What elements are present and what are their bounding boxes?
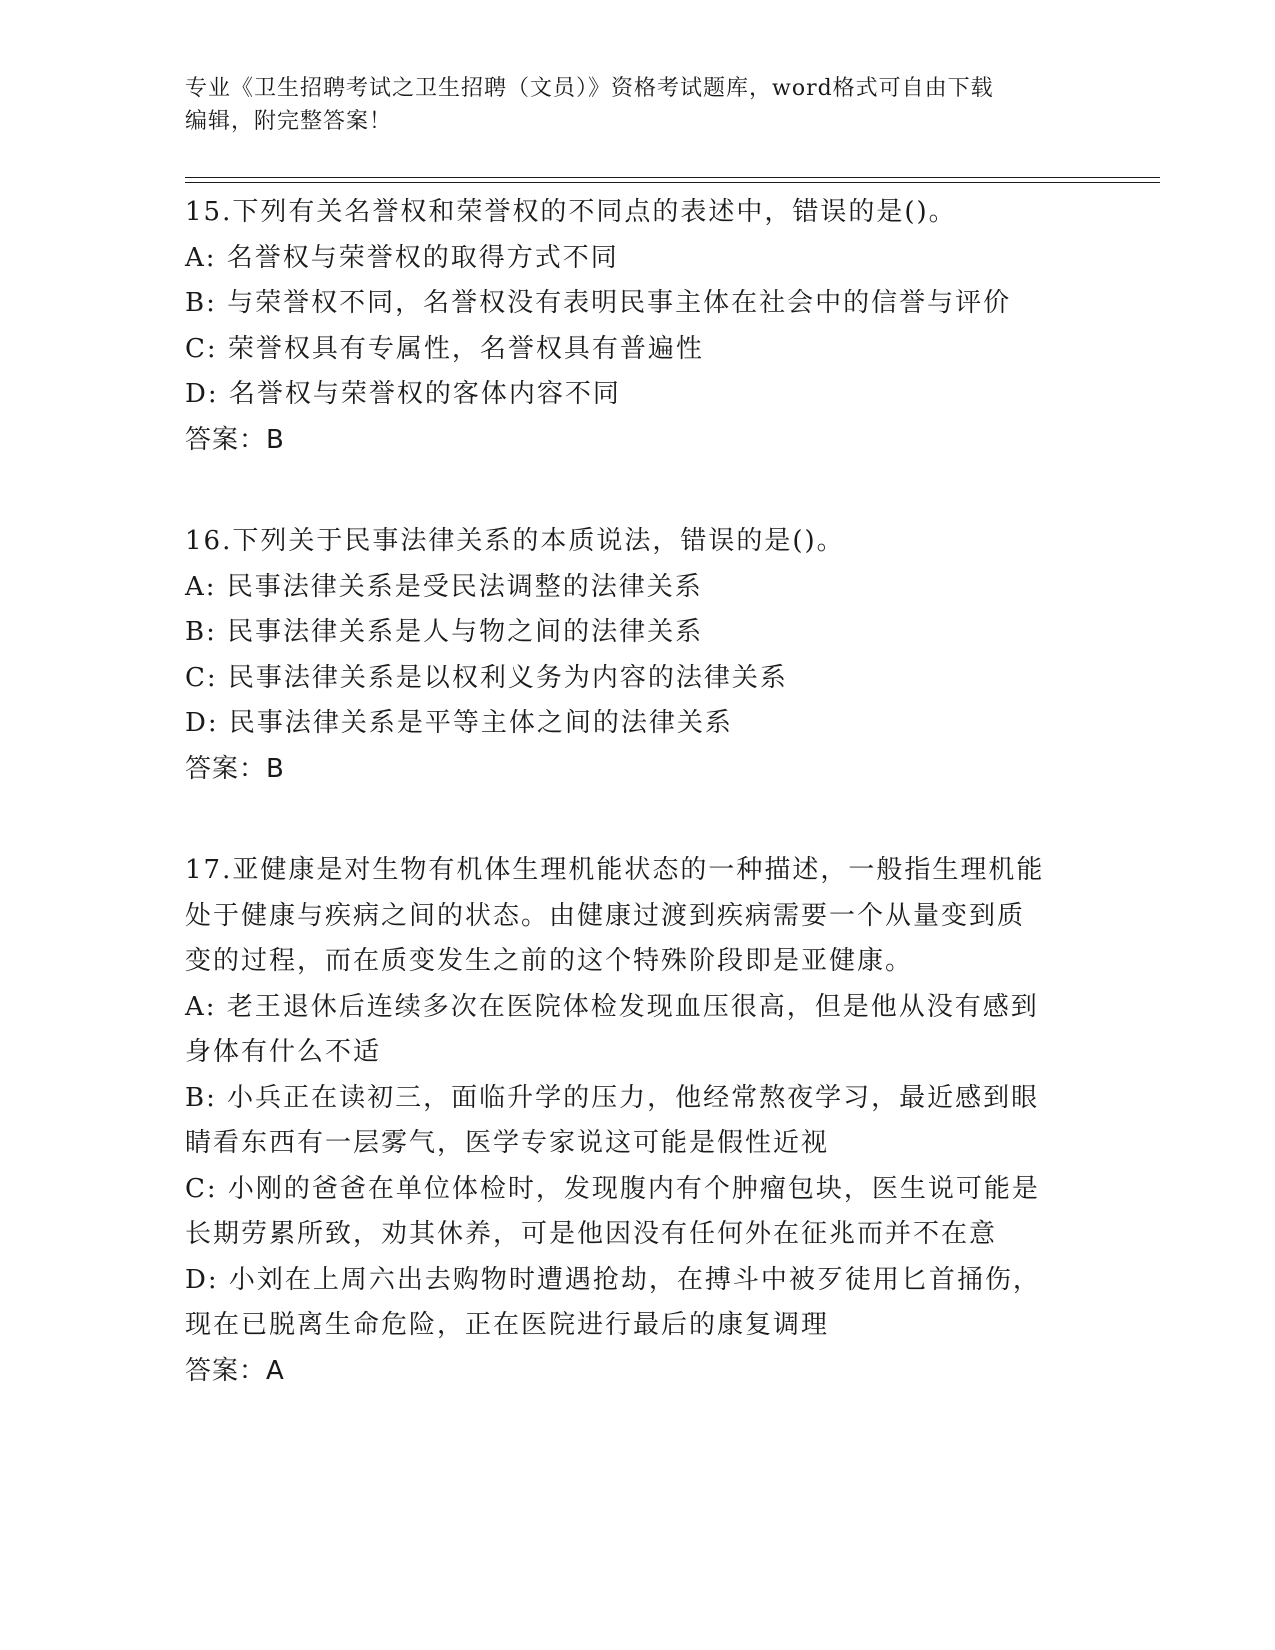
question-stem-line: 17.亚健康是对生物有机体生理机能状态的一种描述，一般指生理机能	[185, 855, 1045, 885]
option-a: A: 名誉权与荣誉权的取得方式不同	[185, 242, 619, 273]
option-b-line: 睛看东西有一层雾气，医学专家说这可能是假性近视	[185, 1128, 830, 1158]
question-stem: 15.下列有关名誉权和荣誉权的不同点的表述中，错误的是()。	[185, 197, 957, 227]
option-c-line: 长期劳累所致，劝其休养，可是他因没有任何外在征兆而并不在意	[185, 1219, 998, 1249]
answer: 答案：B	[185, 424, 285, 455]
option-b: B: 与荣誉权不同，名誉权没有表明民事主体在社会中的信誉与评价	[185, 288, 1012, 318]
option-c: C: 民事法律关系是以权利义务为内容的法律关系	[185, 662, 788, 693]
option-a-line: 身体有什么不适	[185, 1037, 382, 1067]
option-b: B: 民事法律关系是人与物之间的法律关系	[185, 617, 704, 647]
option-d: D: 名誉权与荣誉权的客体内容不同	[185, 379, 621, 409]
question-17	[185, 848, 1085, 1394]
option-a-line: A: 老王退休后连续多次在医院体检发现血压很高，但是他从没有感到	[185, 991, 1039, 1022]
option-d-line: 现在已脱离生命危险，正在医院进行最后的康复调理	[185, 1310, 830, 1340]
header-line-1: 专业《卫生招聘考试之卫生招聘（文员）》资格考试题库，word格式可自由下载	[185, 76, 994, 101]
answer: 答案：B	[185, 753, 285, 784]
question-stem-line: 变的过程，而在质变发生之前的这个特殊阶段即是亚健康。	[185, 946, 914, 976]
option-a: A: 民事法律关系是受民法调整的法律关系	[185, 571, 703, 602]
header-rule-bottom	[185, 182, 1160, 183]
question-stem-line: 处于健康与疾病之间的状态。由健康过渡到疾病需要一个从量变到质	[185, 900, 1026, 931]
question-stem: 16.下列关于民事法律关系的本质说法，错误的是()。	[185, 526, 845, 556]
header-rule-top	[185, 177, 1160, 178]
option-c: C: 荣誉权具有专属性，名誉权具有普遍性	[185, 333, 704, 364]
option-d: D: 民事法律关系是平等主体之间的法律关系	[185, 708, 733, 738]
document-header	[185, 72, 1065, 138]
answer: 答案：A	[185, 1355, 285, 1386]
option-c-line: C: 小刚的爸爸在单位体检时，发现腹内有个肿瘤包块，医生说可能是	[185, 1173, 1040, 1204]
header-line-2: 编辑，附完整答案！	[185, 109, 393, 134]
question-16	[185, 519, 1085, 792]
option-d-line: D: 小刘在上周六出去购物时遭遇抢劫，在搏斗中被歹徒用匕首捅伤，	[185, 1264, 1041, 1295]
question-15	[185, 190, 1085, 463]
option-b-line: B: 小兵正在读初三，面临升学的压力，他经常熬夜学习，最近感到眼	[185, 1082, 1040, 1113]
question-list	[185, 190, 1085, 1450]
